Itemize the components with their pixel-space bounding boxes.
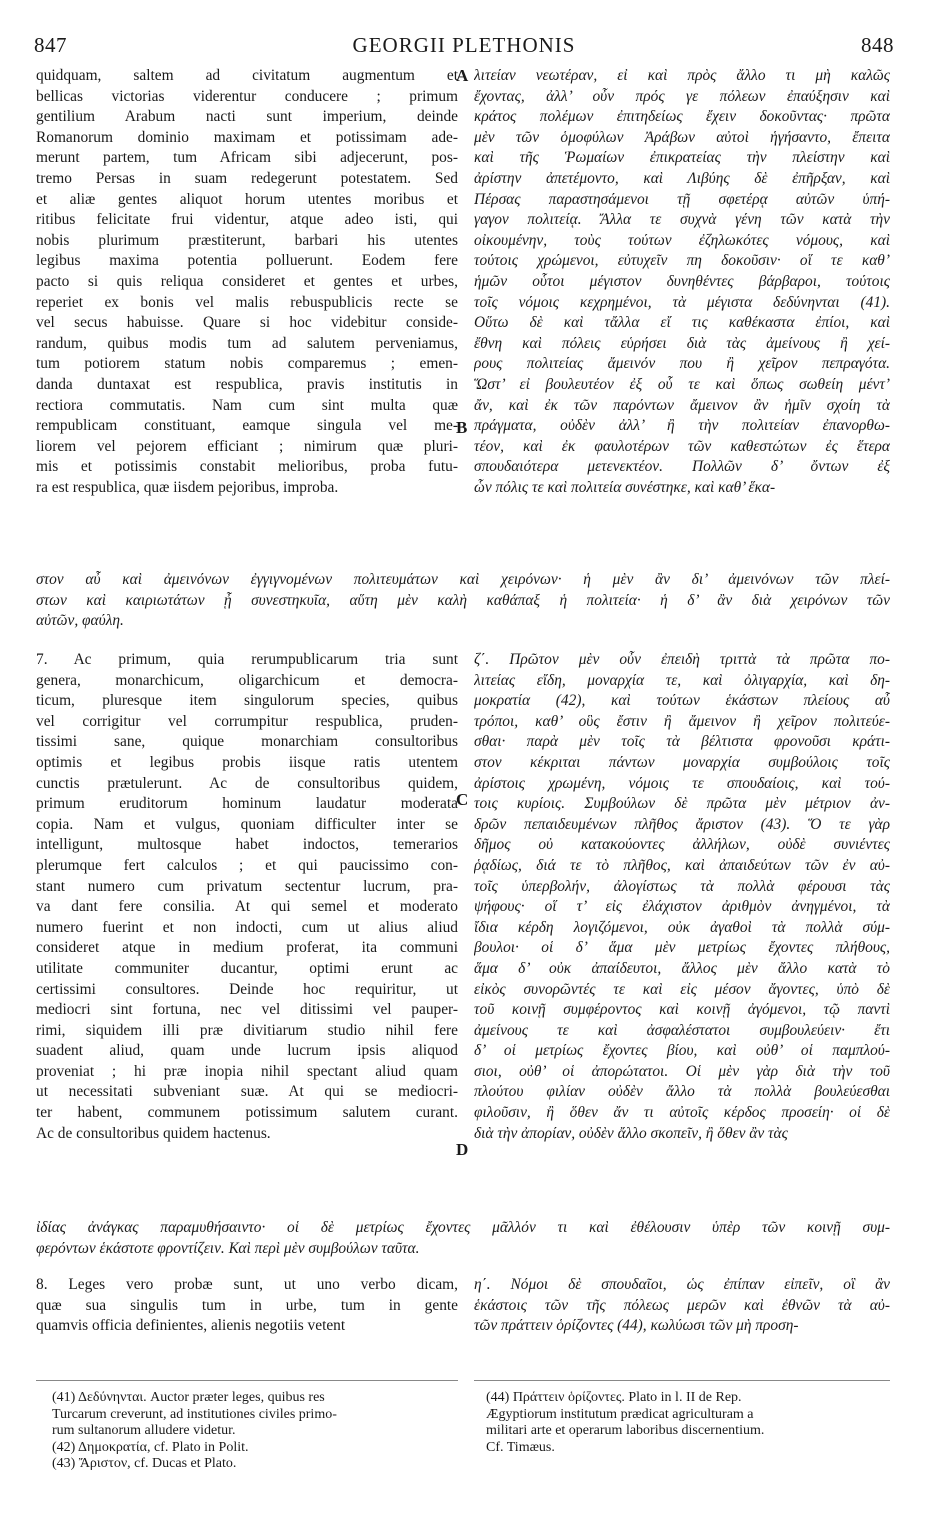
text-line: mis et potissimis constabit melioribus, proba futu- bbox=[36, 458, 458, 476]
text-line: plerumque fert calculos ; et qui paucissimo con- bbox=[36, 856, 458, 874]
running-head: GEORGII PLETHONIS bbox=[352, 33, 576, 57]
text-line: primum eruditorum hominum laudatur moderata bbox=[36, 795, 458, 813]
text-line: numero fuerint et non indocti, cum ut alius aliud bbox=[36, 918, 458, 936]
text-line: merunt partem, tum Africam sibi adjecerunt, pos- bbox=[36, 149, 458, 167]
text-line: φιλοῦσιν, ἢ ὅθεν ἄν τι αὐτοῖς κέρδος προσείη· οἱ δὲ bbox=[474, 1104, 890, 1122]
footnote-rule-right bbox=[474, 1380, 890, 1381]
text-line: va dant fere consilia. At qui semel et moderato bbox=[36, 898, 458, 916]
greek-full-width-1 bbox=[36, 570, 890, 632]
text-line: (42) Δημοκρατία, cf. Plato in Polit. bbox=[52, 1439, 249, 1455]
text-line: τοῖς ὑπερβολήν, ἀλογίστως τὰ πολλὰ φέρουσι τὰς bbox=[474, 877, 890, 895]
text-line: (43) Ἄριστον, cf. Ducas et Plato. bbox=[52, 1456, 237, 1471]
text-line: δῆμος οὐ κατακούοντες ἀλλήλων, οὐδὲ συνιέντες bbox=[474, 836, 890, 854]
text-line: genera, monarchicum, oligarchicum et democra- bbox=[36, 671, 458, 689]
text-line: Πέρσας παραστησάμενοι τῇ σφετέρᾳ αὐτῶν ὑπή- bbox=[474, 190, 890, 208]
text-line: utilitate communiter ducantur, optimi erunt ac bbox=[36, 959, 458, 977]
text-line: τῶν πράττειν ὁρίζοντες (44), κωλύωσι τῶν μὴ προση- bbox=[474, 1317, 799, 1335]
text-line: ἀρίστοις χρωμένη, νόμοις τε σπουδαίοις, καὶ τού- bbox=[474, 774, 890, 792]
text-line: pacto si quis reliqua consideret et gentes et urbes, bbox=[36, 272, 458, 290]
text-line: rum sultanorum alludere videtur. bbox=[52, 1423, 236, 1438]
text-line: vel corrigitur vel corrumpitur respublica, pruden- bbox=[36, 712, 458, 730]
latin-column-top bbox=[36, 66, 458, 498]
text-line: danda duntaxat est respublica, pravis institutis in bbox=[36, 375, 458, 393]
text-line: ἀρίστην ἀπετέμοντο, καὶ Λιβύης δὲ ἐπῆρξαν, καὶ bbox=[474, 169, 890, 187]
text-line: πράγματα, οὐδὲν ἀλλ’ ἢ τὴν πολιτείαν ἐπανορθω- bbox=[474, 417, 890, 435]
text-line: ρους πολιτείας ἄμεινόν που ἢ χεῖρον πεπραγότα. bbox=[474, 355, 890, 373]
text-line: quamvis officia definientes, alienis negotiis vetent bbox=[36, 1317, 346, 1335]
text-line: ἀμείνους τε καὶ ἀσφαλέστατοι συμβουλεύειν· ἔτι bbox=[474, 1021, 890, 1039]
text-line: μὲν τῶν ὁμοφύλων Ἀράβων αὐτοὶ ἡγήσαντο, ἔπειτα bbox=[474, 128, 890, 146]
text-line: δ’ οἱ μετρίως ἔχοντες βίου, καὶ οὐθ’ οἱ παμπλού- bbox=[474, 1042, 890, 1060]
text-line: ἔθνη καὶ πόλεις εὑρήσει διὰ τὰς ἀμείνους ἢ χεί- bbox=[474, 334, 890, 352]
greek-full-width-2 bbox=[36, 1218, 890, 1259]
latin-column-section-7 bbox=[36, 650, 458, 1144]
text-line: βουλοι· οἱ δ’ ἅμα μὲν μετρίως ἔχοντες πλήθους, bbox=[474, 939, 890, 957]
text-line: ἡμῶν οὗτοι μέγιστον δυνηθέντες βάρβαροι, τούτοις bbox=[474, 272, 890, 290]
text-line: τοῦ κοινῇ συμφέροντος καὶ κοινῇ ἀγόμενοι, τῷ παντὶ bbox=[474, 1001, 890, 1019]
text-line: φερόντων ἑκάστοτε φροντίζειν. Καὶ περὶ μὲν συμβούλων ταῦτα. bbox=[36, 1239, 420, 1257]
text-line: suadent aliud, quam unde lucrum ipsis aliquod bbox=[36, 1042, 458, 1060]
text-line: certissimi consultores. Deinde hoc requiritur, ut bbox=[36, 980, 458, 998]
text-line: rempublicam constituant, eamque singula vel me- bbox=[36, 417, 458, 435]
text-line: πλούτου φιλίαν οὐδὲν ἄλλο τὰ πολλὰ βουλεύεσθαι bbox=[474, 1083, 890, 1101]
text-line: Ægyptiorum institutum prædicat agriculturam a bbox=[486, 1406, 754, 1422]
text-line: ῥᾳδίως, διά τε τὸ πλῆθος, καὶ ἀπαιδεύτων τῶν ἐν αὐ- bbox=[474, 856, 890, 874]
text-line: στον κέκριται πάντων μοναρχία συμβούλοις τοῖς bbox=[474, 753, 890, 771]
text-line: copia. Nam et vulgus, quoniam difficulter inter se bbox=[36, 815, 458, 833]
text-line: cunctis prætulerunt. Ac de consultoribus quidem, bbox=[36, 774, 458, 792]
text-line: αὐτῶν, φαύλη. bbox=[36, 612, 124, 630]
text-line: ἑκάστοις τῶν τῆς πόλεως μερῶν καὶ ἐθνῶν τὰ αὐ- bbox=[474, 1296, 890, 1314]
text-line: optimis et legibus probis iisque ratis utentem bbox=[36, 753, 458, 771]
page-number-left: 847 bbox=[34, 33, 67, 57]
text-line: rectiora commutatis. Nam cum sint multa quæ bbox=[36, 396, 458, 414]
text-line: κράτος πολέμων ἐπιτηδείως ἔχειν δοκοῦντας· πρῶτα bbox=[474, 108, 890, 126]
text-line: bellicas victorias viderentur conducere ; primum bbox=[36, 87, 458, 105]
text-line: δρῶν πεπαιδευμένων πλῆθος ἄριστον (43). Ὅ τε γὰρ bbox=[474, 815, 890, 833]
text-line: Turcarum creverunt, ad institutiones civiles primo- bbox=[52, 1406, 337, 1422]
text-line: (44) Πράττειν ὁρίζοντες. Plato in l. II de Rep. bbox=[486, 1390, 742, 1405]
text-line: εἰκὸς συνορῶντές τε καὶ εἰς μέσον ἄγοντες, ὑπὸ δὲ bbox=[474, 980, 890, 998]
text-line: καὶ τῆς Ῥωμαίων ἐπικρατείας τὴν πλείστην καὶ bbox=[474, 149, 890, 167]
text-line: ticum, pluresque item singulorum species, quibus bbox=[36, 692, 458, 710]
footnotes-right bbox=[486, 1390, 890, 1456]
text-line: ut necessitati subveniant suæ. At qui se mediocri- bbox=[36, 1083, 458, 1101]
text-line: tissimi sane, quique monarchiam consultoribus bbox=[36, 733, 458, 751]
text-line: ritibus felicitate frui videntur, atque adeo isti, qui bbox=[36, 211, 458, 229]
text-line: τούτοις χρώμενοι, εὐτυχεῖν πη δοκοῦσιν· οἵ τε καθ’ bbox=[474, 252, 890, 270]
text-line: οἰκουμένην, τοὺς τούτων ἐζηλωκότες νόμους, καὶ bbox=[474, 231, 890, 249]
text-line: liorem vel pejorem efficiant ; nimirum quæ pluri- bbox=[36, 437, 458, 455]
text-line: Cf. Timæus. bbox=[486, 1439, 555, 1455]
footnote-rule-left bbox=[36, 1380, 458, 1381]
footnotes-left bbox=[52, 1390, 458, 1473]
text-line: τοις κυρίοις. Συμβούλων δὲ πρῶτα μὲν μέτριον ἀν- bbox=[474, 795, 890, 813]
text-line: ζ΄. Πρῶτον μὲν οὖν ἐπειδὴ τριττὰ τὰ πρῶτα πο- bbox=[474, 651, 890, 668]
text-line: ἅμα δ’ οὐκ ἀπαίδευτοι, ἄλλος μὲν ἄλλο κατὰ τὸ bbox=[474, 959, 890, 977]
text-line: mediocri sint fortuna, nec vel ditissimi vel pauper- bbox=[36, 1001, 458, 1019]
text-line: rimi, siquidem illi præ divitiarum studio nihil fere bbox=[36, 1021, 458, 1039]
margin-letter-c: C bbox=[456, 790, 469, 809]
text-line: τέον, καὶ ἐκ φαυλοτέρων τῶν καθεστώτων ἐς ἕτερα bbox=[474, 437, 890, 455]
text-line: legibus maxima potentia polluerunt. Eodem fere bbox=[36, 252, 458, 270]
text-line: τοῖς νόμοις κεχρημένοι, τὰ μέγιστα δεδύνηνται (41). bbox=[474, 293, 890, 311]
text-line: σθαι· παρὰ μὲν τοῖς τὰ βέλτιστα φρονοῦσι κράτι- bbox=[474, 733, 890, 751]
text-line: gentilium Arabum nacti sunt imperium, deinde bbox=[36, 108, 458, 126]
margin-letter-b: B bbox=[456, 418, 468, 437]
text-line: 7. Ac primum, quia rerumpublicarum tria sunt bbox=[36, 651, 458, 668]
text-line: μοκρατία (42), καὶ τούτων ἑκάστων πλείους αὖ bbox=[474, 692, 890, 710]
text-line: λιτείας εἴδη, μοναρχία τε, καὶ ὀλιγαρχία, καὶ δη- bbox=[474, 671, 890, 689]
text-line: ψήφους· οἵ τ’ εἰς ἐλάχιστον ἀριθμὸν ἀνηγμένοι, τὰ bbox=[474, 898, 890, 916]
text-line: διὰ τὴν ἀπορίαν, οὐδὲν ἄλλο σκοπεῖν, ἢ ὅθεν ἂν τὰς bbox=[474, 1124, 788, 1142]
greek-column-section-7 bbox=[474, 650, 890, 1144]
text-line: η΄. Νόμοι δὲ σπουδαῖοι, ὡς ἐπίπαν εἰπεῖν, οἳ ἂν bbox=[474, 1276, 890, 1293]
text-line: nobis plurimum præstiterunt, barbari his utentes bbox=[36, 231, 458, 249]
text-line: ἴδια κέρδη λογιζόμενοι, οὐκ ἀγαθοὶ τὰ πολλὰ σύμ- bbox=[474, 918, 890, 936]
text-line: Romanorum dominio maximam et potissimam ade- bbox=[36, 128, 458, 146]
text-line: 8. Leges vero probæ sunt, ut uno verbo dicam, bbox=[36, 1276, 458, 1293]
page-number-right: 848 bbox=[861, 33, 894, 57]
text-line: Οὕτω δὲ καὶ τἄλλα εἴ τις καθέκαστα ἐπίοι, καὶ bbox=[474, 314, 890, 332]
text-line: tremo Persas in suam redegerunt potestatem. Sed bbox=[36, 169, 458, 187]
page-header bbox=[34, 33, 894, 59]
text-line: proveniat ; hi præ inopia nihil spectant aliud quam bbox=[36, 1062, 458, 1080]
text-line: randum, quibus modis tum ad salutem perveniamus, bbox=[36, 334, 458, 352]
text-line: et aliæ gentes aliquot horum utentes moribus et bbox=[36, 190, 458, 208]
text-line: militari arte et operarum laboribus discernentium. bbox=[486, 1423, 765, 1438]
text-line: vel secus habuisse. Quare si hoc videbitur conside- bbox=[36, 314, 458, 332]
text-line: ἄν, καὶ ἐκ τῶν παρόντων ἄμεινον ἂν ἡμῖν σχοίη τὰ bbox=[474, 396, 890, 414]
text-line: σπουδαιότερα μετενεκτέον. Πολλῶν δ’ ὄντων ἐξ bbox=[474, 458, 890, 476]
text-line: στον αὖ καὶ ἀμεινόνων ἐγγιγνομένων πολιτευμάτων καὶ χειρόνων· ἡ μὲν ἂν δι’ ἀμεινόνων τῶν πλεί- bbox=[36, 571, 890, 588]
text-line: ἔχοντας, ἀλλ’ οὖν πρός γε πόλεων ἐπαύξησιν καὶ bbox=[474, 87, 890, 105]
text-line: reperiet ex bonis vel malis rebuspublicis recte se bbox=[36, 293, 458, 311]
text-line: ὧν πόλις τε καὶ πολιτεία συνέστηκε, καὶ καθ’ ἕκα- bbox=[474, 478, 776, 496]
text-line: ra est respublica, quæ iisdem pejoribus, improba. bbox=[36, 478, 339, 496]
text-line: σιοι, οὐθ’ οἱ ἀπορώτατοι. Οἱ μὲν γὰρ διὰ τὴν τοῦ bbox=[474, 1062, 890, 1080]
margin-letter-a: A bbox=[456, 66, 469, 85]
text-line: (41) Δεδύνηνται. Auctor præter leges, quibus res bbox=[52, 1390, 325, 1405]
text-line: ἰδίας ἀνάγκας παραμυθήσαιντο· οἱ δὲ μετρίως ἔχοντες μᾶλλόν τι καὶ ἐθέλουσιν ὑπὲρ τῶν κοινῇ συμ- bbox=[36, 1219, 890, 1236]
greek-column-section-8 bbox=[474, 1275, 890, 1337]
text-line: Ὥστ’ εἰ βουλευτέον ἐξ οὗ τε καὶ ὅπως σωθείη μέντ’ bbox=[474, 375, 890, 393]
text-line: τρόποι, καθ’ οὓς ἔστιν ἢ ἄμεινον ἢ χεῖρον πολιτεύε- bbox=[474, 712, 890, 730]
text-line: στων καὶ καιριωτάτων ᾖ συνεστηκυῖα, αὕτη μὲν καλὴ καθάπαξ ἡ πολιτεία· ἡ δ’ ἂν διὰ χειρόνων τῶν bbox=[36, 591, 890, 609]
text-line: quidquam, saltem ad civitatum augmentum et bbox=[36, 67, 458, 84]
text-line: Ac de consultoribus quidem hactenus. bbox=[36, 1124, 271, 1142]
text-line: tum potiorem statum nobis comparemus ; emen- bbox=[36, 355, 458, 373]
text-line: γαγον πολιτείᾳ. Ἄλλα τε συχνὰ γένη τῶν κατὰ τὴν bbox=[474, 211, 890, 229]
text-line: λιτείαν νεωτέραν, εἰ καὶ πρὸς ἄλλο τι μὴ καλῶς bbox=[474, 67, 890, 84]
margin-letter-d: D bbox=[456, 1140, 469, 1159]
text-line: intelligunt, multosque habet indoctos, temerarios bbox=[36, 836, 458, 854]
text-line: ter habent, communem potissimum salutem curant. bbox=[36, 1104, 458, 1122]
text-line: stant numero cum privatum sectentur lucrum, pra- bbox=[36, 877, 458, 895]
text-line: consideret atque in medium proferat, ita communi bbox=[36, 939, 458, 957]
greek-column-top bbox=[474, 66, 890, 498]
latin-column-section-8 bbox=[36, 1275, 458, 1337]
text-line: quæ sua singulis tum in urbe, tum in gente bbox=[36, 1296, 458, 1314]
